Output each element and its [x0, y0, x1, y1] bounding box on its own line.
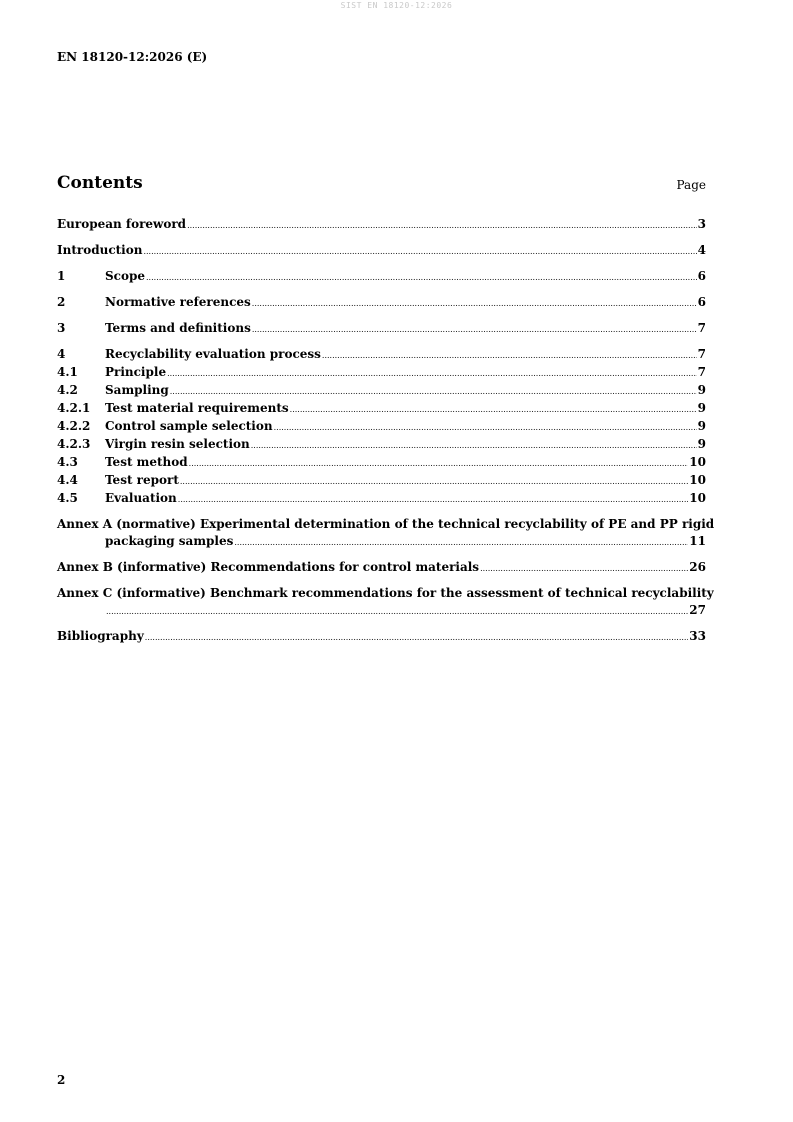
toc-entry-virgin-resin-selection[interactable] — [57, 436, 706, 454]
toc-entry-page: 11 — [689, 534, 706, 548]
toc-entry-evaluation[interactable] — [57, 490, 706, 508]
dot-leader — [170, 383, 697, 400]
toc-entry-page: 7 — [697, 347, 706, 361]
toc-entry-page: 6 — [697, 295, 706, 309]
toc-entry-title: Recyclability evaluation process — [105, 347, 321, 361]
toc-entry-page: 9 — [697, 437, 706, 451]
toc-entry-number: 4.2.3 — [57, 437, 91, 451]
toc-entry-number: 4.2 — [57, 383, 78, 397]
toc-entry-page: 7 — [697, 321, 706, 335]
dot-leader — [234, 534, 688, 551]
dot-leader — [106, 603, 688, 620]
watermark: SIST EN 18120-12:2026 — [340, 1, 453, 10]
toc-entry-title: Control sample selection — [105, 419, 273, 433]
toc-entry-terms-and-definitions[interactable] — [57, 320, 706, 338]
toc-entry-title: Introduction — [57, 243, 143, 257]
toc-entry-title: Evaluation — [105, 491, 177, 505]
toc-entry-annex-a[interactable] — [57, 516, 715, 551]
toc-entry-european-foreword[interactable] — [57, 216, 706, 234]
toc-entry-number: 4.2.1 — [57, 401, 91, 415]
dot-leader — [274, 419, 697, 436]
toc-entry-page: 9 — [697, 383, 706, 397]
toc-entry-number: 4.1 — [57, 365, 78, 379]
toc-entry-title-continued: packaging samples — [105, 534, 234, 548]
document-id: EN 18120-12:2026 (E) — [57, 50, 208, 64]
toc-entry-number: 4 — [57, 347, 66, 361]
toc-entry-principle[interactable] — [57, 364, 706, 382]
toc-entry-page: 9 — [697, 419, 706, 433]
toc-entry-title: Sampling — [105, 383, 169, 397]
dot-leader — [251, 437, 697, 454]
contents-heading: Contents — [57, 173, 143, 193]
toc-entry-number: 4.5 — [57, 491, 78, 505]
toc-entry-page: 10 — [689, 491, 706, 505]
dot-leader — [252, 295, 697, 312]
toc-entry-annex-b[interactable] — [57, 559, 706, 577]
toc-entry-test-report[interactable] — [57, 472, 706, 490]
dot-leader — [145, 629, 689, 646]
toc-entry-page: 6 — [697, 269, 706, 283]
toc-entry-title: Virgin resin selection — [105, 437, 250, 451]
page-column-label: Page — [676, 178, 706, 192]
dot-leader — [189, 455, 689, 472]
toc-entry-number: 4.4 — [57, 473, 78, 487]
dot-leader — [480, 560, 688, 577]
toc-entry-title: Terms and definitions — [105, 321, 251, 335]
toc-entry-sampling[interactable] — [57, 382, 706, 400]
toc-entry-scope[interactable] — [57, 268, 706, 286]
toc-entry-title: Test report — [105, 473, 179, 487]
toc-entry-title: Principle — [105, 365, 167, 379]
dot-leader — [167, 365, 697, 382]
toc-entry-title: Normative references — [105, 295, 251, 309]
toc-entry-bibliography[interactable] — [57, 628, 706, 646]
toc-entry-title: Scope — [105, 269, 146, 283]
toc-entry-title: Annex B (informative) Recommendations for control materials — [57, 560, 480, 574]
dot-leader — [187, 217, 697, 234]
toc-entry-annex-c[interactable] — [57, 585, 714, 620]
toc-entry-number: 1 — [57, 269, 66, 283]
toc-entry-page: 9 — [697, 401, 706, 415]
toc-entry-page: 26 — [689, 560, 706, 574]
toc-entry-recyclability-evaluation-process[interactable] — [57, 346, 706, 364]
toc-entry-page: 3 — [697, 217, 706, 231]
toc-entry-page: 10 — [689, 473, 706, 487]
toc-entry-title: Annex A (normative) Experimental determination of the technical recyclability of PE and PP rigid — [57, 517, 715, 531]
toc-entry-page: 4 — [697, 243, 706, 257]
dot-leader — [290, 401, 697, 418]
toc-entry-number: 3 — [57, 321, 66, 335]
toc-entry-number: 4.3 — [57, 455, 78, 469]
toc-entry-test-method[interactable] — [57, 454, 706, 472]
dot-leader — [252, 321, 697, 338]
toc-entry-number: 2 — [57, 295, 66, 309]
toc-entry-title: Test material requirements — [105, 401, 289, 415]
dot-leader — [180, 473, 688, 490]
toc-entry-title: European foreword — [57, 217, 187, 231]
toc-entry-introduction[interactable] — [57, 242, 706, 260]
table-of-contents — [57, 216, 715, 646]
dot-leader — [146, 269, 697, 286]
toc-entry-test-material-requirements[interactable] — [57, 400, 706, 418]
dot-leader — [143, 243, 696, 260]
page-number: 2 — [57, 1073, 66, 1087]
toc-entry-number: 4.2.2 — [57, 419, 91, 433]
dot-leader — [322, 347, 697, 364]
toc-entry-normative-references[interactable] — [57, 294, 706, 312]
toc-entry-page: 10 — [689, 455, 706, 469]
toc-entry-page: 7 — [697, 365, 706, 379]
toc-entry-title: Annex C (informative) Benchmark recommendations for the assessment of technical recyclability — [57, 586, 714, 600]
toc-entry-page: 33 — [689, 629, 706, 643]
toc-entry-title: Test method — [105, 455, 188, 469]
toc-entry-title: Bibliography — [57, 629, 144, 643]
toc-entry-page: 27 — [689, 603, 706, 617]
toc-entry-control-sample-selection[interactable] — [57, 418, 706, 436]
dot-leader — [178, 491, 689, 508]
